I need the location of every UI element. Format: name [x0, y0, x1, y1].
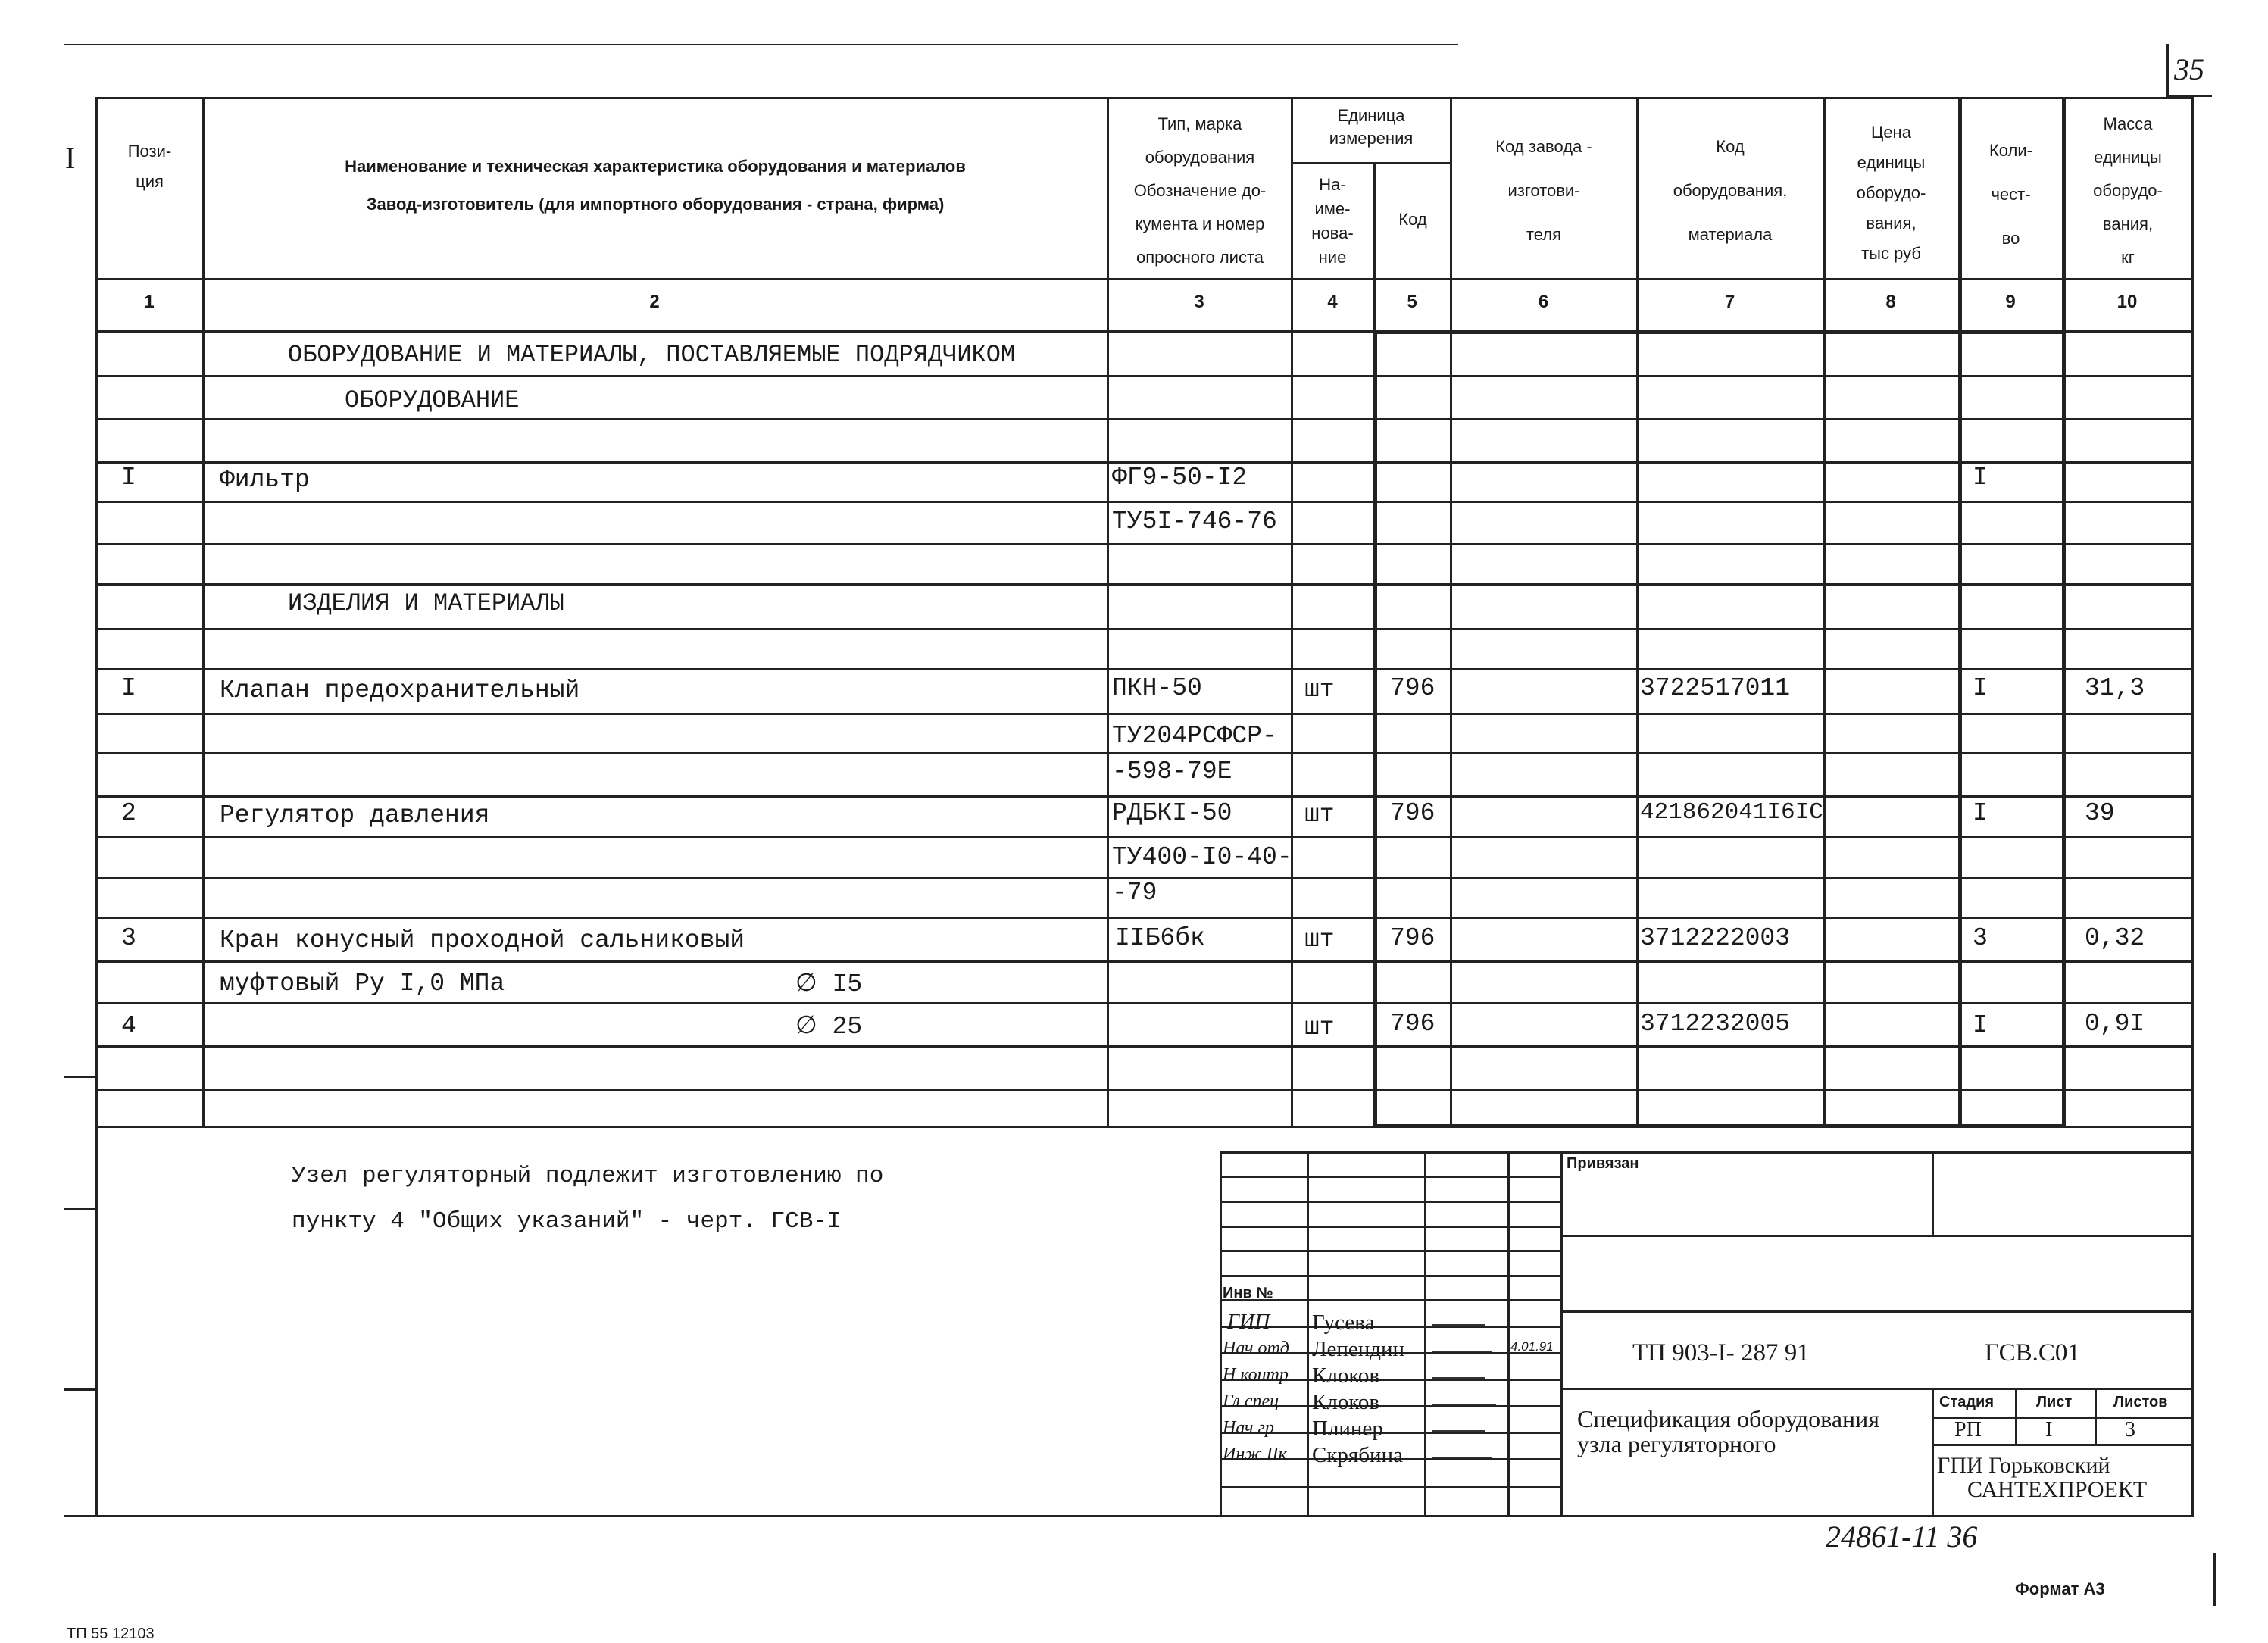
r3-qty: I — [1973, 799, 1988, 827]
r2-type: ПКН-50 — [1112, 674, 1202, 702]
header-quantity: Коли- чест- во — [1988, 141, 2033, 248]
organization-line2: САНТЕХПРОЕКТ — [1967, 1477, 2148, 1502]
organization-line1: ГПИ Горьковский — [1937, 1453, 2110, 1478]
colnum-5: 5 — [1407, 292, 1417, 312]
section-equipment: ОБОРУДОВАНИЕ — [345, 386, 520, 414]
r3-type: РДБКI-50 — [1112, 799, 1232, 827]
r2-unit-code: 796 — [1390, 674, 1435, 702]
note-line2: пункту 4 "Общих указаний" - черт. ГСВ-I — [292, 1208, 842, 1235]
sheets-value: 3 — [2125, 1418, 2135, 1442]
r5-equipment-code: 3712232005 — [1640, 1010, 1791, 1038]
stamp-role-3: Н контр — [1223, 1365, 1289, 1385]
stamp-name-4: Клоков — [1312, 1390, 1380, 1414]
colnum-6: 6 — [1538, 292, 1549, 312]
sheet-value: I — [2045, 1418, 2053, 1442]
r4-type: IIБ6бк — [1115, 924, 1205, 952]
r5-diameter: ∅ 25 — [795, 1013, 863, 1041]
document-title-line2: узла регуляторного — [1577, 1430, 1776, 1457]
frame-top — [95, 97, 2192, 99]
sheet-code: ГСВ.С01 — [1985, 1339, 2080, 1367]
r3-position: 2 — [121, 799, 136, 827]
header-type: Тип, марка оборудования Обозначение до- кумента и номер опросного листа — [1133, 114, 1267, 267]
r3-equipment-code: 421862041I6IC — [1640, 799, 1823, 826]
stamp-name-3: Клоков — [1312, 1363, 1380, 1388]
signature-2 — [1432, 1331, 1500, 1352]
bottom-left-code: ТП 55 12103 — [67, 1626, 155, 1642]
colnum-8: 8 — [1885, 292, 1896, 312]
stage-label: Стадия — [1939, 1394, 1995, 1410]
stamp-role-6: Инж IIк — [1223, 1445, 1287, 1464]
signature-5 — [1432, 1410, 1492, 1432]
r1-qty: I — [1973, 464, 1988, 492]
document-title-line1: Спецификация оборудования — [1577, 1405, 1879, 1432]
document-number: 24861-11 36 — [1826, 1520, 1978, 1554]
r3-mass: 39 — [2085, 799, 2115, 827]
header-name: Наименование и техническая характеристика оборудования и материалов Завод-изготовитель (для импортного оборудования - страна, фирма) — [345, 157, 966, 214]
r3-doc-line1: ТУ400-I0-40- — [1112, 843, 1292, 871]
colnum-7: 7 — [1724, 292, 1735, 312]
stage-value: РП — [1954, 1418, 1982, 1442]
stamp-role-1: ГИП — [1227, 1310, 1270, 1334]
section-contractor-supplied: ОБОРУДОВАНИЕ И МАТЕРИАЛЫ, ПОСТАВЛЯЕМЫЕ ПОДРЯДЧИКОМ — [288, 341, 1016, 369]
project-code: ТП 903-I- 287 91 — [1632, 1339, 1810, 1367]
r1-position: I — [121, 464, 136, 492]
header-position: Пози- ция — [127, 142, 172, 191]
stamp-date: 4.01.91 — [1510, 1339, 1554, 1354]
header-equipment-code: Код оборудования, материала — [1673, 137, 1788, 244]
r4-mass: 0,32 — [2085, 924, 2145, 952]
r2-equipment-code: 3722517011 — [1640, 674, 1791, 702]
r1-name: Фильтр — [220, 466, 310, 494]
colnum-4: 4 — [1327, 292, 1338, 312]
stamp-role-2: Нач отд — [1223, 1338, 1289, 1358]
signature-1 — [1432, 1304, 1492, 1326]
signature-6 — [1432, 1437, 1500, 1458]
signature-3 — [1432, 1357, 1492, 1379]
corner-page-number: 35 — [2174, 52, 2204, 86]
stamp-name-2: Лепендин — [1312, 1337, 1405, 1361]
stamp-name-6: Скрябина — [1312, 1443, 1403, 1467]
header-unit-name: На- име- нова- ние — [1311, 175, 1354, 267]
colnum-1: 1 — [144, 292, 155, 312]
r4-qty: 3 — [1973, 924, 1988, 952]
r2-mass: 31,3 — [2085, 674, 2145, 702]
header-price: Цена единицы оборудо- вания, тыс руб — [1856, 123, 1926, 263]
colnum-2: 2 — [649, 292, 660, 312]
r5-unit-code: 796 — [1390, 1010, 1435, 1038]
stamp-inv-label: Инв № — [1223, 1285, 1273, 1301]
sheet-label: Лист — [2036, 1394, 2073, 1410]
colnum-3: 3 — [1194, 292, 1204, 312]
r3-name: Регулятор давления — [220, 801, 490, 829]
r4-unit: шт — [1304, 926, 1335, 954]
section-products-materials: ИЗДЕЛИЯ И МАТЕРИАЛЫ — [288, 589, 564, 617]
header-mass: Масса единицы оборудо- вания, кг — [2093, 114, 2163, 267]
r5-unit: шт — [1304, 1014, 1335, 1042]
r1-doc: ТУ5I-746-76 — [1112, 508, 1277, 536]
stamp-role-5: Нач гр — [1223, 1418, 1274, 1438]
stamp-name-1: Гусева — [1312, 1310, 1375, 1335]
stamp-role-4: Гл спец — [1223, 1392, 1279, 1411]
r5-qty: I — [1973, 1011, 1988, 1039]
header-unit-group: Единица измерения — [1329, 106, 1414, 148]
r2-doc-line2: -598-79Е — [1112, 757, 1232, 786]
colnum-9: 9 — [2005, 292, 2016, 312]
sheets-label: Листов — [2113, 1394, 2168, 1410]
r3-unit-code: 796 — [1390, 799, 1435, 827]
r1-type: ФГ9-50-I2 — [1112, 464, 1248, 492]
r3-doc-line2: -79 — [1112, 879, 1157, 907]
format-label: Формат А3 — [2015, 1579, 2105, 1598]
frame-right — [2191, 97, 2194, 1515]
left-margin-mark: I — [65, 141, 76, 175]
r4-unit-code: 796 — [1390, 924, 1435, 952]
colnum-10: 10 — [2116, 292, 2138, 312]
r4-equipment-code: 3712222003 — [1640, 924, 1791, 952]
r2-name: Клапан предохранительный — [220, 676, 580, 704]
r4-diameter: ∅ I5 — [795, 970, 863, 998]
r5-mass: 0,9I — [2085, 1010, 2145, 1038]
r2-unit: шт — [1304, 676, 1335, 704]
r2-position: I — [121, 674, 136, 702]
r3-unit: шт — [1304, 801, 1335, 829]
r2-doc-line1: ТУ204РСФСР- — [1112, 722, 1277, 750]
r5-position: 4 — [121, 1012, 136, 1040]
stamp-name-5: Плинер — [1312, 1417, 1383, 1441]
signature-4 — [1432, 1384, 1504, 1405]
r4-name-line2: муфтовый Ру I,0 МПа — [220, 970, 505, 998]
header-factory-code: Код завода - изготови- теля — [1495, 137, 1592, 244]
r4-name: Кран конусный проходной сальниковый — [220, 926, 745, 954]
frame-bottom — [64, 1515, 2194, 1517]
stamp-bound-label: Привязан — [1567, 1155, 1639, 1172]
r2-qty: I — [1973, 674, 1988, 702]
r4-position: 3 — [121, 924, 136, 952]
header-unit-code: Код — [1398, 210, 1427, 229]
note-line1: Узел регуляторный подлежит изготовлению по — [292, 1163, 884, 1189]
